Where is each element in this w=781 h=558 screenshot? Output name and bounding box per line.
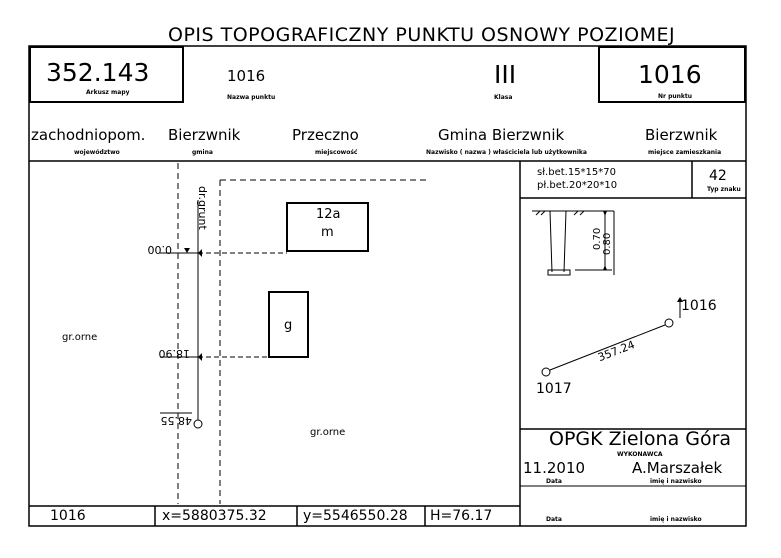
building1-number: 12a	[316, 207, 341, 222]
sign-line-2: pł.bet.20*20*10	[537, 180, 618, 191]
contractor-date: 11.2010	[523, 459, 586, 477]
point-class-label: Klasa	[494, 94, 513, 101]
signature-person-label: imię i nazwisko	[650, 516, 702, 523]
sheet-label: Arkusz mapy	[86, 89, 130, 96]
building2-code: g	[284, 318, 293, 333]
distance-0: 0.00	[147, 243, 172, 256]
residence: Bierzwnik	[645, 126, 718, 144]
coord-x: x=5880375.32	[162, 508, 267, 524]
distance-1: 18.90	[158, 347, 190, 360]
contractor-name: OPGK Zielona Góra	[549, 428, 732, 450]
point-name: 1016	[227, 67, 266, 85]
contractor-person: A.Marszałek	[632, 459, 723, 477]
distance-2: 48.55	[160, 414, 192, 427]
sign-line-1: sł.bet.15*15*70	[537, 167, 617, 178]
voivodeship-label: województwo	[74, 149, 120, 156]
point-number: 1016	[638, 60, 702, 89]
coord-h: H=76.17	[430, 508, 493, 524]
owner-label: Nazwisko ( nazwa ) właściciela lub użytkownika	[426, 149, 587, 156]
field-bottom: gr.orne	[310, 427, 346, 438]
profile-depth-1: 0.70	[592, 227, 603, 250]
point-class: III	[494, 60, 517, 89]
page-title: OPIS TOPOGRAFICZNY PUNKTU OSNOWY POZIOMEJ	[168, 24, 676, 46]
building1-code: m	[321, 225, 334, 240]
contractor-label: WYKONAWCA	[617, 451, 663, 458]
residence-label: miejsce zamieszkania	[648, 149, 722, 156]
sheet-number: 352.143	[46, 58, 150, 87]
coord-y: y=5546550.28	[303, 508, 408, 524]
contractor-date-label: Data	[546, 478, 562, 485]
orientation-distance: 357.24	[596, 338, 637, 365]
locality-label: miejscowość	[315, 149, 358, 156]
orientation-point-b: 1017	[536, 381, 572, 397]
signature-date-label: Data	[546, 516, 562, 523]
contractor-person-label: imię i nazwisko	[650, 478, 702, 485]
owner: Gmina Bierzwnik	[438, 126, 565, 144]
coord-point: 1016	[50, 508, 86, 524]
field-left: gr.orne	[62, 332, 98, 343]
point-name-label: Nazwa punktu	[227, 94, 276, 101]
sign-type: 42	[709, 168, 727, 184]
profile-depth-2: 0.80	[602, 232, 613, 255]
locality: Przeczno	[292, 126, 359, 144]
road-label: dr.grunt	[196, 186, 209, 230]
gmina-label: gmina	[192, 149, 213, 156]
sign-type-label: Typ znaku	[707, 186, 741, 193]
point-number-label: Nr punktu	[658, 93, 693, 100]
voivodeship: zachodniopom.	[31, 126, 146, 144]
orientation-point-a: 1016	[681, 298, 717, 314]
gmina: Bierzwnik	[168, 126, 241, 144]
